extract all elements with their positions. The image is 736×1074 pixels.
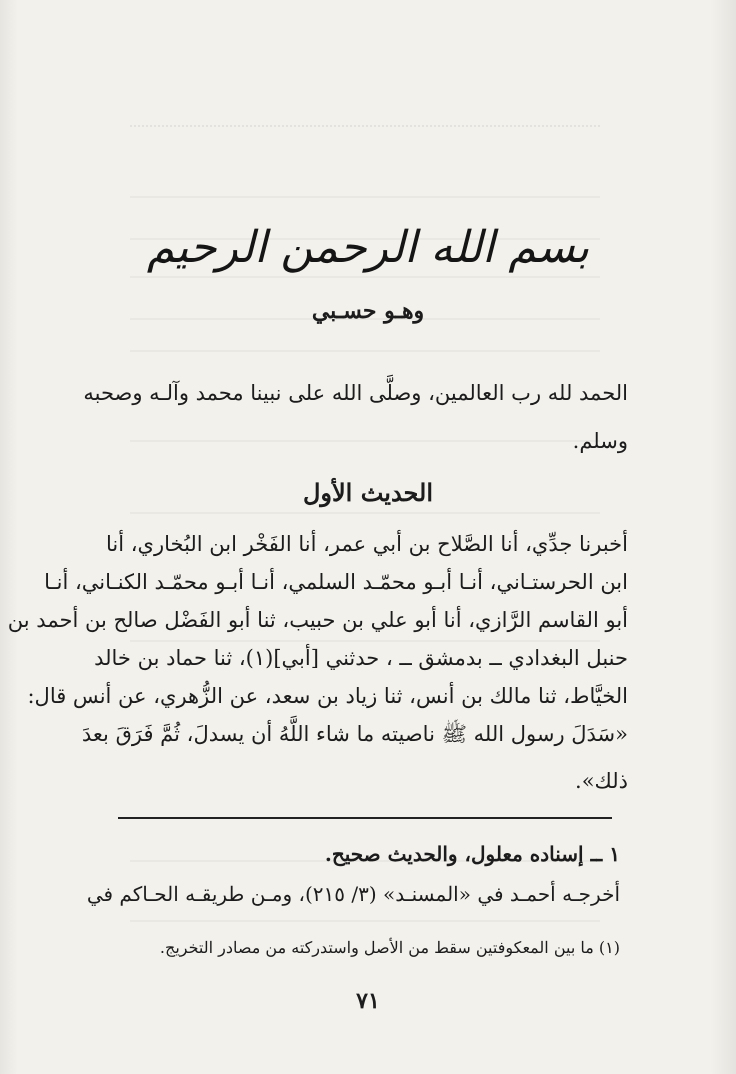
bleed-through-line [130,512,600,514]
bleed-through-line [130,920,600,922]
chain-line-2: ابن الحرستـاني، أنـا أبـو محمّـد السلمي، أنـا أبـو محمّـد الكنـاني، أنـا [44,570,628,594]
bleed-through-dotted-line [130,125,600,127]
chain-line-4: حنبل البغدادي ــ بدمشق ــ ، حدثني [أبي](١)، ثنا حماد بن خالد [94,646,628,670]
intro-line-2: وسلم. [572,429,628,453]
intro-line-1: الحمد لله رب العالمين، وصلَّى الله على نبينا محمد وآلـه وصحبه [83,381,628,405]
bleed-through-line [130,350,600,352]
footnote-1: (١) ما بين المعكوفتين سقط من الأصل واستدركته من مصادر التخريج. [159,938,620,957]
notes-separator [118,817,612,819]
page-number: ٧١ [356,988,380,1014]
page-subtitle: وهـو حسـبي [311,298,425,324]
chain-line-5: الخيَّاط، ثنا مالك بن أنس، ثنا زياد بن سعد، عن الزُّهري، عن أنس قال: [27,684,628,708]
bleed-through-line [130,196,600,198]
bleed-through-line [130,440,600,442]
grade-note: ١ ــ إسناده معلول، والحديث صحيح. [324,842,620,866]
hadith-text-line-1: «سَدَلَ رسول الله ﷺ ناصيته ما شاء اللَّهُ أن يسدلَ، ثُمَّ فَرَقَ بعدَ [81,722,628,746]
hadith-text-line-2: ذلك». [575,769,628,793]
chain-line-1: أخبرنا جدِّي، أنا الصَّلاح بن أبي عمر، أنا الفَخْر ابن البُخاري، أنا [106,532,628,556]
bleed-through-line [130,276,600,278]
hadith-heading: الحديث الأول [302,478,434,507]
chain-line-3: أبو القاسم الرَّازي، أنا أبو علي بن حبيب، ثنا أبو الفَضْل صالح بن أحمد بن [7,608,628,632]
takhrij-note: أخرجـه أحمـد في «المسنـد» (٣/ ٢١٥)، ومـن طريقـه الحـاكم في [86,882,620,906]
basmala-calligraphy: بسم الله الرحمن الرحيم [146,222,590,273]
